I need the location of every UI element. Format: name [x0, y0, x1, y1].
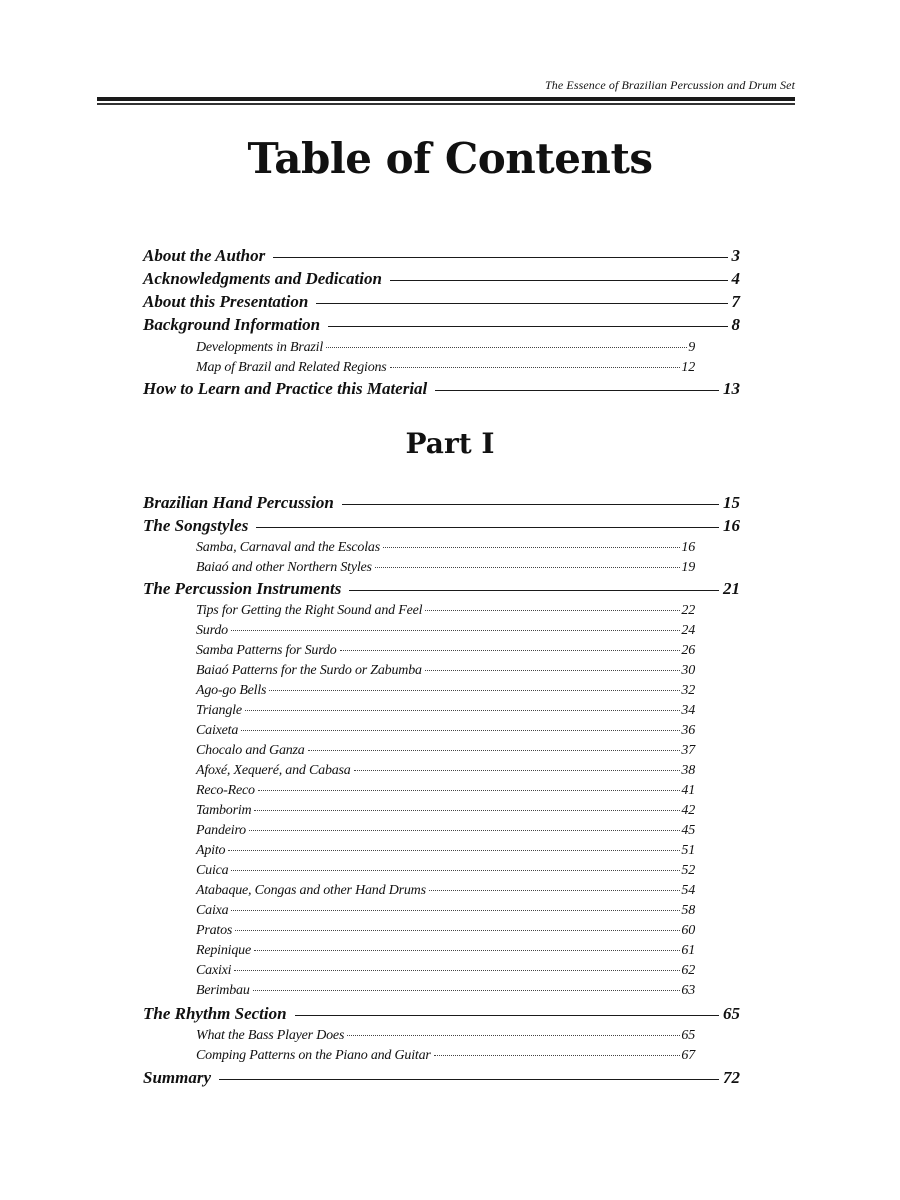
toc-entry-title: Atabaque, Congas and other Hand Drums — [196, 883, 426, 898]
toc-entry — [196, 983, 695, 1003]
toc-leader — [295, 1015, 719, 1016]
toc-entry-title: Chocalo and Ganza — [196, 743, 305, 758]
toc-leader — [219, 1079, 719, 1080]
toc-leader — [308, 750, 681, 751]
toc-entry-title: About the Author — [143, 246, 266, 265]
toc-leader — [340, 650, 681, 651]
toc-page-number: 3 — [731, 246, 740, 265]
toc-page-number: 36 — [681, 723, 695, 738]
toc-entry — [196, 340, 695, 360]
toc-entry — [143, 1004, 740, 1028]
toc-leader — [383, 547, 680, 548]
toc-entry-title: Caixa — [196, 903, 229, 918]
toc-page-number: 8 — [731, 315, 740, 334]
toc-page-number: 19 — [681, 560, 695, 575]
toc-entry-title: About this Presentation — [143, 292, 309, 311]
toc-page-number: 65 — [723, 1004, 740, 1023]
header-rule-thick — [97, 97, 795, 101]
toc-entry — [196, 863, 695, 883]
toc-entry-title: Triangle — [196, 703, 242, 718]
toc-page-number: 41 — [681, 783, 695, 798]
toc-page-number: 54 — [681, 883, 695, 898]
toc-leader — [254, 810, 680, 811]
toc-leader — [434, 1055, 681, 1056]
toc-entry-title: Caxixi — [196, 963, 232, 978]
toc-entry-title: Brazilian Hand Percussion — [143, 493, 334, 512]
toc-entry-title: Caixeta — [196, 723, 239, 738]
toc-leader — [245, 710, 681, 711]
header-rule-thin — [97, 103, 795, 105]
toc-entry-title: Background Information — [143, 315, 321, 334]
toc-entry — [196, 883, 695, 903]
toc-entry-title: Reco-Reco — [196, 783, 255, 798]
toc-page-number: 63 — [681, 983, 695, 998]
part-heading: Part I — [405, 427, 495, 460]
toc-entry — [196, 763, 695, 783]
toc-leader — [231, 870, 680, 871]
toc-entry-title: Berimbau — [196, 983, 250, 998]
toc-page-number: 67 — [681, 1048, 695, 1063]
toc-entry — [196, 1028, 695, 1048]
toc-entry-title: Afoxé, Xequeré, and Cabasa — [196, 763, 351, 778]
toc-page-number: 16 — [681, 540, 695, 555]
toc-leader — [235, 930, 680, 931]
toc-page-number: 30 — [681, 663, 695, 678]
toc-entry-title: Tips for Getting the Right Sound and Feel — [196, 603, 423, 618]
toc-entry-title: Pandeiro — [196, 823, 246, 838]
toc-leader — [249, 830, 680, 831]
toc-page-number: 21 — [723, 579, 740, 598]
toc-entry — [196, 643, 695, 663]
toc-page-number: 72 — [723, 1068, 740, 1087]
toc-entry-title: Developments in Brazil — [196, 340, 324, 355]
toc-entry — [196, 903, 695, 923]
toc-leader — [425, 610, 680, 611]
page-title: Table of Contents — [247, 134, 653, 183]
toc-page-number: 7 — [731, 292, 740, 311]
toc-page-number: 16 — [723, 516, 740, 535]
toc-page-number: 65 — [681, 1028, 695, 1043]
toc-entry — [196, 823, 695, 843]
toc-leader — [347, 1035, 680, 1036]
toc-entry — [196, 723, 695, 743]
toc-page-number: 58 — [681, 903, 695, 918]
toc-page-number: 42 — [681, 803, 695, 818]
toc-entry — [143, 246, 740, 270]
toc-entry — [196, 560, 695, 580]
toc-entry — [196, 743, 695, 763]
toc-leader — [429, 890, 681, 891]
toc-entry — [143, 292, 740, 316]
toc-entry-title: Acknowledgments and Dedication — [143, 269, 382, 288]
toc-leader — [234, 970, 680, 971]
toc-entry-title: Samba Patterns for Surdo — [196, 643, 337, 658]
toc-entry — [196, 663, 695, 683]
toc-entry — [196, 360, 695, 380]
toc-page-number: 52 — [681, 863, 695, 878]
toc-entry — [196, 683, 695, 703]
toc-page-number: 62 — [681, 963, 695, 978]
toc-leader — [328, 326, 727, 327]
toc-entry — [143, 579, 740, 603]
toc-entry-title: Map of Brazil and Related Regions — [196, 360, 387, 375]
toc-page-number: 12 — [681, 360, 695, 375]
toc-entry-title: Samba, Carnaval and the Escolas — [196, 540, 380, 555]
toc-leader — [316, 303, 727, 304]
toc-leader — [254, 950, 680, 951]
toc-leader — [349, 590, 719, 591]
toc-entry-title: Comping Patterns on the Piano and Guitar — [196, 1048, 431, 1063]
toc-entry — [196, 843, 695, 863]
toc-entry-title: Tamborim — [196, 803, 252, 818]
toc-entry — [143, 379, 740, 403]
toc-entry — [196, 783, 695, 803]
toc-page-number: 15 — [723, 493, 740, 512]
toc-entry-title: Surdo — [196, 623, 228, 638]
toc-entry-title: Baiaó and other Northern Styles — [196, 560, 372, 575]
toc-entry — [196, 623, 695, 643]
toc-leader — [231, 630, 680, 631]
toc-entry — [196, 703, 695, 723]
toc-leader — [258, 790, 681, 791]
toc-page-number: 51 — [681, 843, 695, 858]
toc-entry — [196, 1048, 695, 1068]
toc-entry-title: Baiaó Patterns for the Surdo or Zabumba — [196, 663, 422, 678]
toc-entry-title: Apito — [196, 843, 226, 858]
toc-entry — [143, 1068, 740, 1092]
toc-leader — [390, 280, 728, 281]
toc-leader — [273, 257, 727, 258]
toc-entry-title: Summary — [143, 1068, 212, 1087]
toc-page-number: 26 — [681, 643, 695, 658]
toc-leader — [390, 367, 681, 368]
toc-leader — [375, 567, 681, 568]
toc-entry-title: What the Bass Player Does — [196, 1028, 345, 1043]
toc-entry-title: The Percussion Instruments — [143, 579, 342, 598]
toc-entry — [143, 315, 740, 339]
toc-page-number: 13 — [723, 379, 740, 398]
toc-page-number: 37 — [681, 743, 695, 758]
toc-page-number: 32 — [681, 683, 695, 698]
toc-entry-title: Ago-go Bells — [196, 683, 267, 698]
toc-page-number: 45 — [681, 823, 695, 838]
toc-leader — [326, 347, 687, 348]
toc-leader — [231, 910, 680, 911]
toc-page-number: 22 — [681, 603, 695, 618]
toc-entry-title: The Songstyles — [143, 516, 249, 535]
toc-entry — [196, 803, 695, 823]
toc-entry — [196, 603, 695, 623]
toc-leader — [241, 730, 680, 731]
toc-entry-title: How to Learn and Practice this Material — [143, 379, 428, 398]
toc-entry-title: Pratos — [196, 923, 233, 938]
toc-entry — [196, 540, 695, 560]
toc-entry — [196, 923, 695, 943]
toc-leader — [253, 990, 681, 991]
toc-entry — [143, 516, 740, 540]
running-header: The Essence of Brazilian Percussion and Drum Set — [545, 78, 795, 92]
toc-page-number: 38 — [681, 763, 695, 778]
toc-entry — [143, 269, 740, 293]
toc-leader — [342, 504, 719, 505]
toc-leader — [256, 527, 719, 528]
toc-entry-title: Repinique — [196, 943, 251, 958]
toc-leader — [269, 690, 680, 691]
toc-page-number: 34 — [681, 703, 695, 718]
toc-entry-title: Cuica — [196, 863, 229, 878]
toc-page-number: 24 — [681, 623, 695, 638]
toc-leader — [435, 390, 719, 391]
toc-leader — [354, 770, 681, 771]
toc-page-number: 60 — [681, 923, 695, 938]
toc-entry — [196, 943, 695, 963]
toc-page-number: 9 — [688, 340, 695, 355]
toc-page-number: 4 — [731, 269, 740, 288]
toc-page-number: 61 — [681, 943, 695, 958]
toc-leader — [228, 850, 680, 851]
toc-leader — [425, 670, 681, 671]
toc-entry — [143, 493, 740, 517]
toc-entry-title: The Rhythm Section — [143, 1004, 287, 1023]
toc-entry — [196, 963, 695, 983]
